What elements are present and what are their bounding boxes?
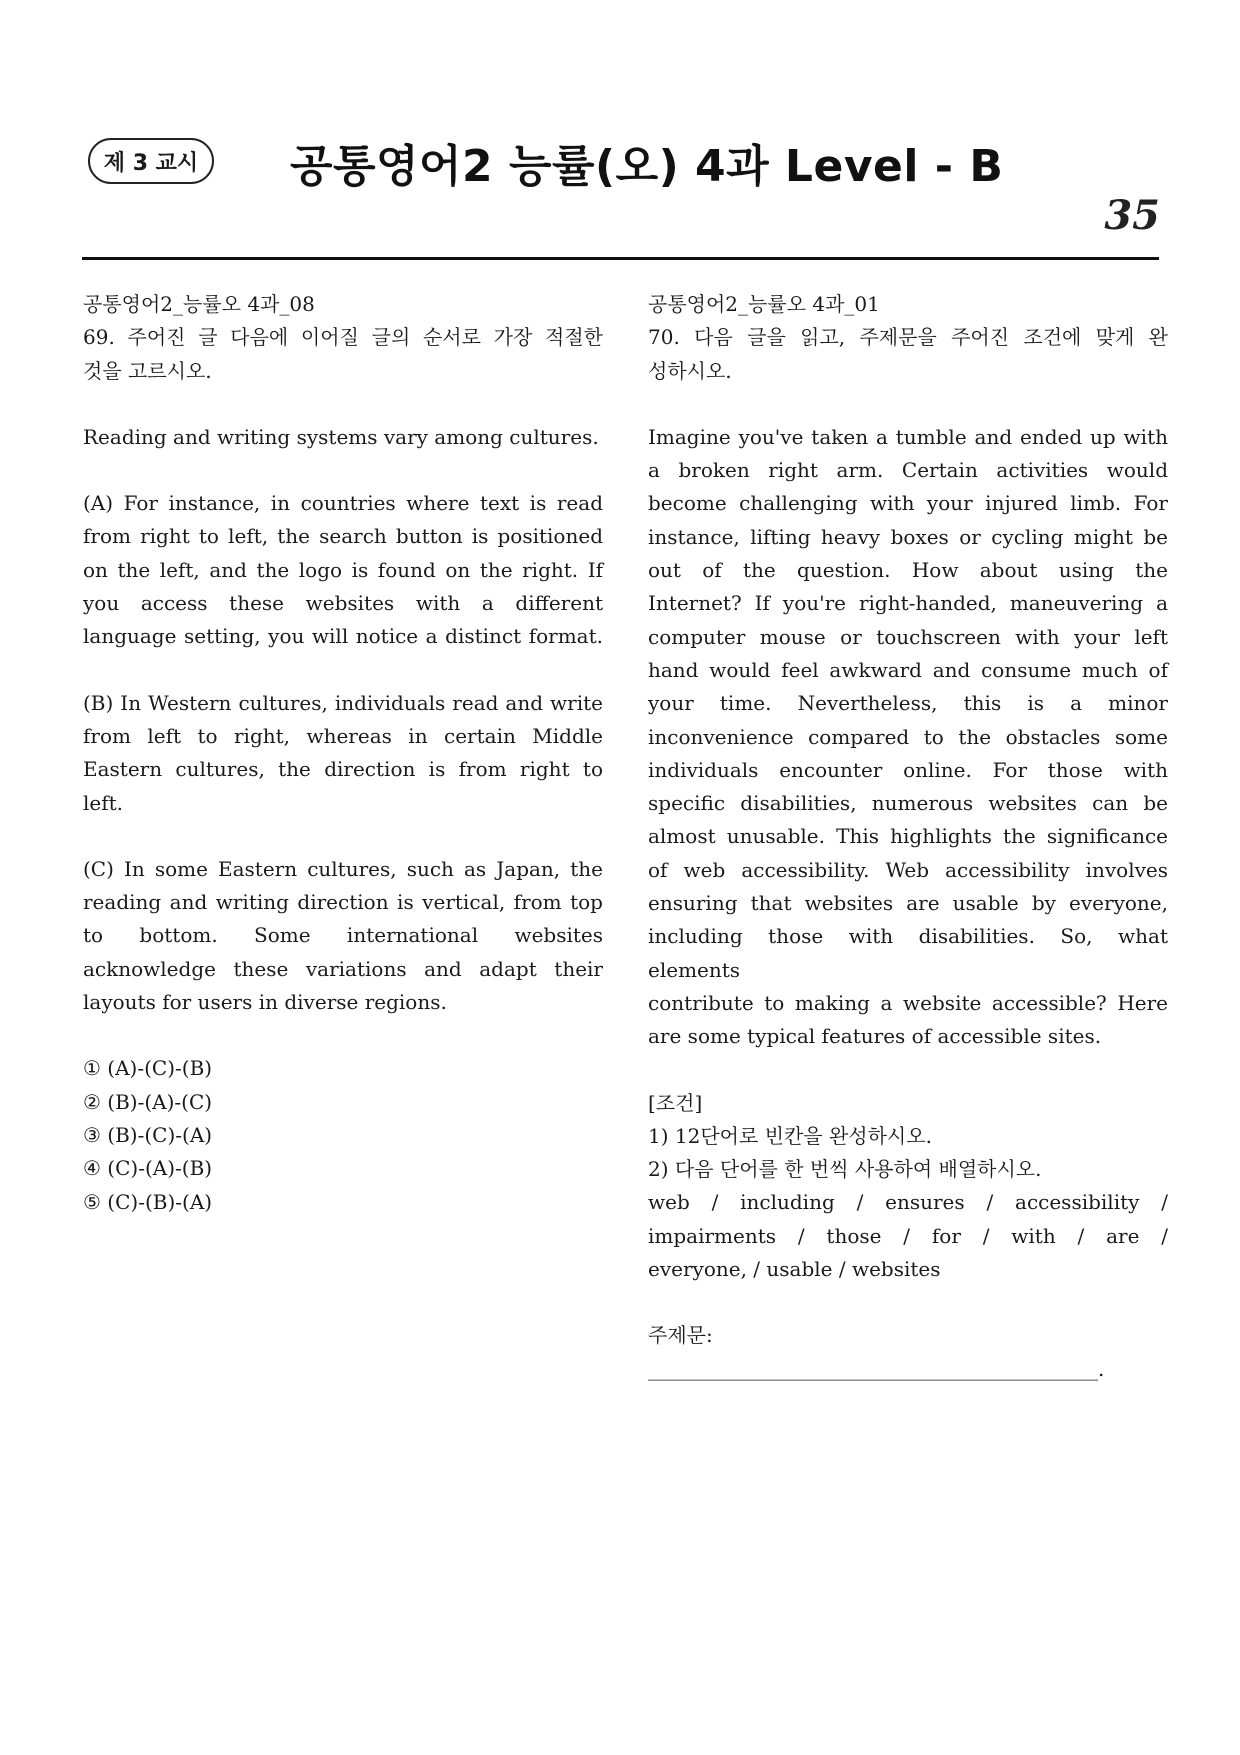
passage-line: Eastern cultures, the direction is from right to [83, 757, 603, 782]
passage-line: hand would feel awkward and consume much of [648, 657, 1168, 682]
question-70 [648, 288, 1168, 1386]
option-3[interactable]: ③ (B)-(C)-(A) [83, 1122, 213, 1147]
passage-line: Internet? If you're right-handed, maneuvering a [648, 591, 1168, 616]
paragraph-b [83, 687, 603, 820]
passage-line: out of the question. How about using the [648, 558, 1168, 583]
passage-line: acknowledge these variations and adapt their [83, 956, 603, 981]
option-4[interactable]: ④ (C)-(A)-(B) [83, 1156, 213, 1181]
passage-line: a broken right arm. Certain activities would [648, 458, 1168, 483]
condition-item: 2) 다음 단어를 한 번씩 사용하여 배열하시오. [648, 1157, 1042, 1182]
word-bank-line: impairments / those / for / with / are / [648, 1223, 1168, 1248]
passage-line: inconvenience compared to the obstacles some [648, 724, 1168, 749]
passage-line: including those with disabilities. So, what elements [648, 924, 1168, 982]
passage-line: (C) In some Eastern cultures, such as Japan, the [83, 856, 603, 881]
question-69 [83, 288, 603, 1219]
answer-options [83, 1052, 603, 1218]
question-text-line: 것을 고르시오. [83, 358, 212, 383]
passage-line: your time. Nevertheless, this is a minor [648, 691, 1168, 716]
passage-line: you access these websites with a different [83, 591, 603, 616]
passage-line: language setting, you will notice a distinct format. [83, 624, 603, 649]
period-badge: 제 3 교시 [88, 138, 214, 184]
passage-line: contribute to making a website accessible? Here [648, 990, 1168, 1015]
question-text-line: 69. 주어진 글 다음에 이어질 글의 순서로 가장 적절한 [83, 325, 603, 350]
page-number: 35 [1104, 192, 1160, 239]
answer-blank[interactable]: _____________________________________________. [648, 1356, 1105, 1381]
passage-line: Imagine you've taken a tumble and ended up with [648, 424, 1168, 449]
word-bank-line: everyone, / usable / websites [648, 1257, 941, 1282]
passage-line: of web accessibility. Web accessibility involves [648, 857, 1168, 882]
passage-line: almost unusable. This highlights the significance [648, 824, 1168, 849]
passage-line: layouts for users in diverse regions. [83, 990, 447, 1015]
paragraph-a [83, 487, 603, 653]
passage-line: reading and writing direction is vertical, from top [83, 890, 603, 915]
page-title: 공통영어2 능률(오) 4과 Level - B [290, 141, 1004, 192]
paragraph-c [83, 853, 603, 1019]
word-bank-line: web / including / ensures / accessibility / [648, 1190, 1168, 1215]
source-label: 공통영어2_능률오 4과_01 [648, 292, 880, 316]
passage-line: to bottom. Some international websites [83, 923, 603, 948]
question-text-line: 70. 다음 글을 읽고, 주제문을 주어진 조건에 맞게 완 [648, 325, 1168, 350]
passage-line: computer mouse or touchscreen with your left [648, 624, 1168, 649]
passage-line: specific disabilities, numerous websites can be [648, 791, 1168, 816]
passage-line: (B) In Western cultures, individuals read and write [83, 690, 603, 715]
passage-line: on the left, and the logo is found on the right. If [83, 557, 603, 582]
passage-line: individuals encounter online. For those with [648, 757, 1168, 782]
passage-line: ensuring that websites are usable by everyone, [648, 891, 1168, 916]
option-5[interactable]: ⑤ (C)-(B)-(A) [83, 1189, 213, 1214]
condition-item: 1) 12단어로 빈칸을 완성하시오. [648, 1123, 932, 1148]
passage-line: are some typical features of accessible sites. [648, 1024, 1102, 1049]
passage-line: from right to left, the search button is positioned [83, 524, 603, 549]
conditions-box [648, 1087, 1168, 1287]
option-2[interactable]: ② (B)-(A)-(C) [83, 1089, 213, 1114]
conditions-title: [조건] [648, 1090, 703, 1115]
header-divider [82, 257, 1159, 260]
option-1[interactable]: ① (A)-(C)-(B) [83, 1056, 213, 1081]
passage-line: from left to right, whereas in certain Middle [83, 723, 603, 748]
passage-line: become challenging with your injured limb. For [648, 491, 1168, 516]
source-label: 공통영어2_능률오 4과_08 [83, 292, 315, 316]
intro-sentence: Reading and writing systems vary among cultures. [83, 424, 599, 449]
question-text-line: 성하시오. [648, 358, 732, 383]
passage-line: instance, lifting heavy boxes or cycling might be [648, 524, 1168, 549]
passage-line: (A) For instance, in countries where text is read [83, 491, 603, 516]
reading-passage [648, 421, 1168, 1054]
passage-line: left. [83, 790, 124, 815]
answer-label: 주제문: [648, 1323, 713, 1348]
